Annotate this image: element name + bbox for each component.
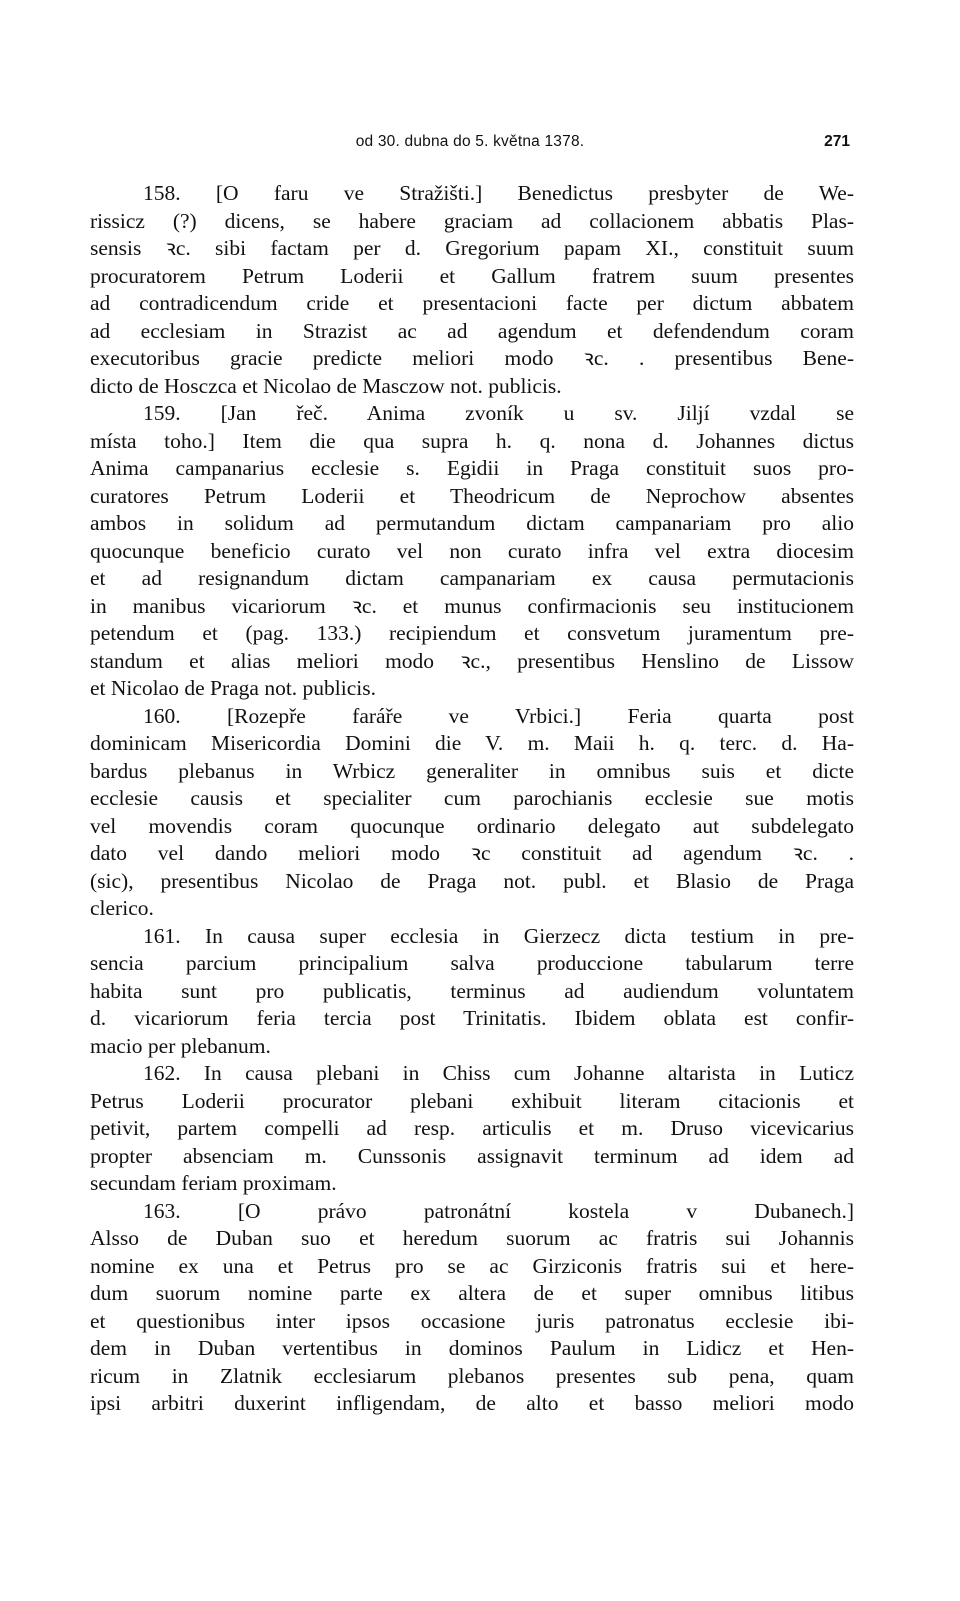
page-number: 271: [824, 133, 850, 150]
text-line: 160. [Rozepře faráře ve Vrbici.] Feria quarta post: [143, 703, 854, 728]
text-line: Petrus Loderii procurator plebani exhibuit literam citacionis et: [90, 1088, 854, 1113]
text-line: propter absenciam m. Cunssonis assignavit terminum ad idem ad: [90, 1143, 854, 1168]
text-line: 163. [O právo patronátní kostela v Dubanech.]: [143, 1198, 854, 1223]
text-line: sensis ꝛc. sibi factam per d. Gregorium papam XI., constituit suum: [90, 236, 854, 260]
text-line: 162. In causa plebani in Chiss cum Johanne altarista in Luticz: [143, 1061, 854, 1085]
text-line: rissicz (?) dicens, se habere graciam ad collacionem abbatis Plas-: [90, 208, 854, 233]
text-line: et ad resignandum dictam campanariam ex causa permutacionis: [90, 566, 854, 590]
text-line: dum suorum nomine parte ex altera de et super omnibus litibus: [90, 1281, 854, 1305]
text-line: petivit, partem compelli ad resp. articulis et m. Druso vicevicarius: [90, 1116, 854, 1140]
text-line: et questionibus inter ipsos occasione juris patronatus ecclesie ibi-: [90, 1308, 854, 1333]
text-line: ambos in solidum ad permutandum dictam campanariam pro alio: [90, 511, 854, 535]
text-line: ecclesie causis et specialiter cum parochianis ecclesie sue motis: [90, 786, 854, 810]
text-line: petendum et (pag. 133.) recipiendum et consvetum juramentum pre-: [90, 621, 854, 645]
text-line: ad ecclesiam in Strazist ac ad agendum et defendendum coram: [90, 318, 854, 343]
text-line: macio per plebanum.: [90, 1033, 271, 1058]
text-line: Anima campanarius ecclesie s. Egidii in Praga constituit suos pro-: [90, 456, 854, 480]
text-line: bardus plebanus in Wrbicz generaliter in omnibus suis et dicte: [90, 758, 854, 783]
page-header: [90, 131, 850, 155]
text-line: standum et alias meliori modo ꝛc., presentibus Henslino de Lissow: [90, 648, 854, 673]
text-line: habita sunt pro publicatis, terminus ad audiendum voluntatem: [90, 978, 854, 1003]
text-line: vel movendis coram quocunque ordinario delegato aut subdelegato: [90, 813, 854, 838]
text-line: ipsi arbitri duxerint infligendam, de alto et basso meliori modo: [90, 1391, 854, 1415]
text-line: executoribus gracie predicte meliori modo ꝛc. . presentibus Bene-: [90, 346, 854, 370]
text-line: procuratorem Petrum Loderii et Gallum fratrem suum presentes: [90, 263, 854, 288]
text-line: dicto de Hosczca et Nicolao de Masczow not. publicis.: [90, 373, 562, 398]
text-line: nomine ex una et Petrus pro se ac Girziconis fratris sui et here-: [90, 1253, 854, 1278]
text-line: quocunque beneficio curato vel non curato infra vel extra diocesim: [90, 538, 854, 563]
text-line: dominicam Misericordia Domini die V. m. Maii h. q. terc. d. Ha-: [90, 731, 854, 755]
text-line: curatores Petrum Loderii et Theodricum de Neprochow absentes: [90, 483, 854, 508]
text-line: 159. [Jan řeč. Anima zvoník u sv. Jiljí vzdal se: [143, 401, 854, 425]
running-head: od 30. dubna do 5. května 1378.: [355, 133, 585, 150]
text-line: dem in Duban vertentibus in dominos Paulum in Lidicz et Hen-: [90, 1336, 854, 1360]
text-line: (sic), presentibus Nicolao de Praga not. publ. et Blasio de Praga: [90, 868, 854, 893]
text-line: 161. In causa super ecclesia in Gierzecz dicta testium in pre-: [143, 923, 854, 948]
text-line: clerico.: [90, 896, 154, 920]
text-line: místa toho.] Item die qua supra h. q. nona d. Johannes dictus: [90, 428, 854, 453]
text-line: 158. [O faru ve Stražišti.] Benedictus presbyter de We-: [143, 181, 854, 205]
text-line: et Nicolao de Praga not. publicis.: [90, 676, 376, 700]
text-line: ad contradicendum cride et presentacioni facte per dictum abbatem: [90, 291, 854, 315]
text-line: secundam feriam proximam.: [90, 1171, 337, 1195]
text-line: d. vicariorum feria tercia post Trinitatis. Ibidem oblata est confir-: [90, 1006, 854, 1030]
document-body: [90, 180, 854, 1418]
text-line: in manibus vicariorum ꝛc. et munus confirmacionis seu institucionem: [90, 593, 854, 618]
text-line: Alsso de Duban suo et heredum suorum ac fratris sui Johannis: [90, 1226, 854, 1250]
text-line: dato vel dando meliori modo ꝛc constituit ad agendum ꝛc. .: [90, 841, 854, 865]
text-line: sencia parcium principalium salva produccione tabularum terre: [90, 951, 854, 975]
text-line: ricum in Zlatnik ecclesiarum plebanos presentes sub pena, quam: [90, 1363, 854, 1388]
